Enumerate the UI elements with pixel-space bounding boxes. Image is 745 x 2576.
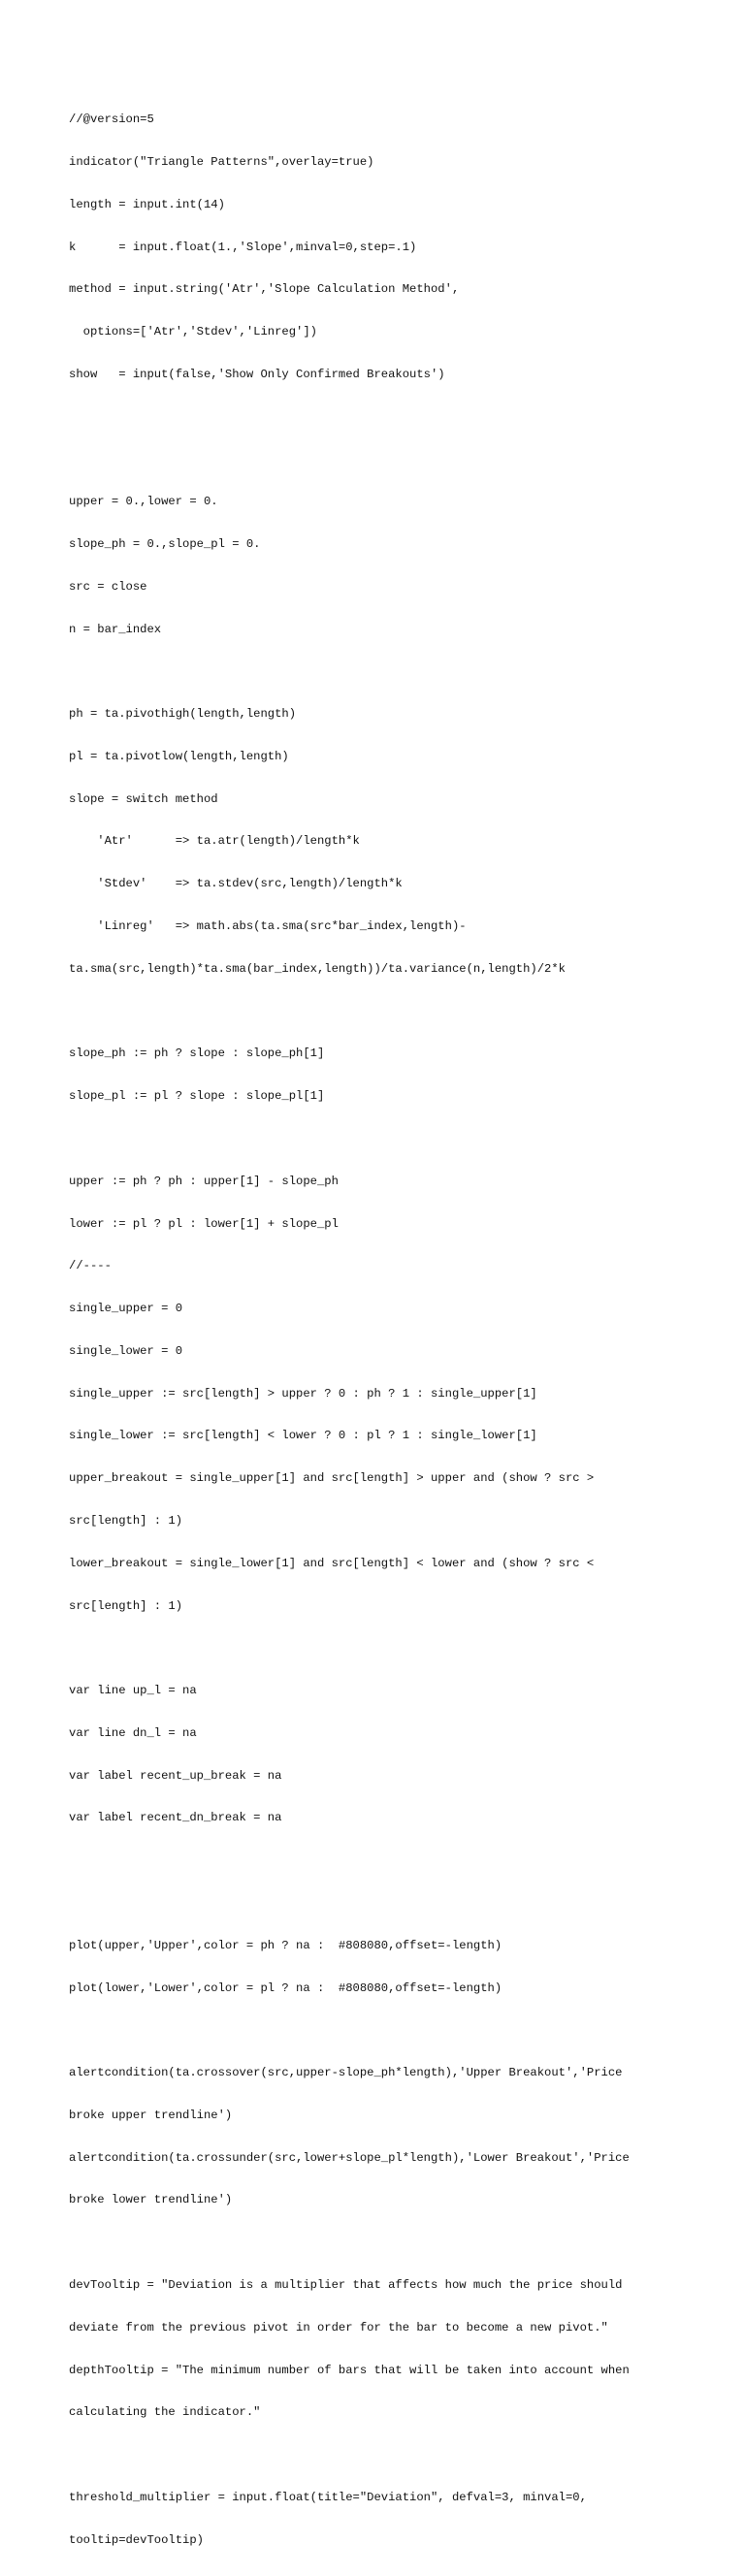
code-line: //---- xyxy=(69,1259,112,1273)
code-line xyxy=(69,1641,729,1656)
code-line: upper := ph ? ph : upper[1] - slope_ph xyxy=(69,1174,339,1188)
code-line: k = input.float(1.,'Slope',minval=0,step=.1) xyxy=(69,240,417,254)
code-line: lower := pl ? pl : lower[1] + slope_pl xyxy=(69,1216,339,1231)
code-line: options=['Atr','Stdev','Linreg']) xyxy=(69,325,317,339)
code-listing xyxy=(69,84,729,2576)
code-line xyxy=(69,1853,729,1868)
code-line: var label recent_dn_break = na xyxy=(69,1811,282,1825)
code-line: plot(upper,'Upper',color = ph ? na : #808080,offset=-length) xyxy=(69,1938,502,1952)
code-line xyxy=(69,2023,729,2038)
code-line: broke upper trendline') xyxy=(69,2108,233,2122)
code-line: upper_breakout = single_upper[1] and src[length] > upper and (show ? src > xyxy=(69,1471,595,1486)
code-line: slope = switch method xyxy=(69,791,218,806)
code-line: upper = 0.,lower = 0. xyxy=(69,495,218,509)
code-line: src[length] : 1) xyxy=(69,1598,183,1613)
code-line xyxy=(69,1132,729,1146)
code-line: plot(lower,'Lower',color = pl ? na : #808080,offset=-length) xyxy=(69,1980,502,1995)
code-line: ph = ta.pivothigh(length,length) xyxy=(69,707,297,722)
code-line: single_lower = 0 xyxy=(69,1343,183,1358)
code-line xyxy=(69,2236,729,2250)
code-line xyxy=(69,410,729,425)
code-line: single_upper = 0 xyxy=(69,1302,183,1316)
code-line xyxy=(69,2448,729,2463)
code-line: ta.sma(src,length)*ta.sma(bar_index,length))/ta.variance(n,length)/2*k xyxy=(69,961,566,976)
code-line: pl = ta.pivotlow(length,length) xyxy=(69,749,289,763)
code-line: depthTooltip = "The minimum number of bars that will be taken into account when xyxy=(69,2363,630,2377)
code-line: 'Stdev' => ta.stdev(src,length)/length*k xyxy=(69,877,403,891)
code-line: slope_ph = 0.,slope_pl = 0. xyxy=(69,537,261,551)
code-line: 'Atr' => ta.atr(length)/length*k xyxy=(69,834,360,849)
code-line xyxy=(69,1896,729,1911)
code-line: tooltip=devTooltip) xyxy=(69,2532,204,2547)
code-line: alertcondition(ta.crossunder(src,lower+slope_pl*length),'Lower Breakout','Price xyxy=(69,2150,630,2165)
code-line xyxy=(69,1005,729,1019)
code-line: 'Linreg' => math.abs(ta.sma(src*bar_index,length)- xyxy=(69,919,467,934)
code-line: indicator("Triangle Patterns",overlay=true) xyxy=(69,154,374,169)
code-line: threshold_multiplier = input.float(title="Deviation", defval=3, minval=0, xyxy=(69,2490,587,2504)
code-line xyxy=(69,452,729,467)
code-line: var line up_l = na xyxy=(69,1684,197,1698)
code-line: n = bar_index xyxy=(69,622,162,636)
code-line: lower_breakout = single_lower[1] and src[length] < lower and (show ? src < xyxy=(69,1556,595,1570)
code-line: single_lower := src[length] < lower ? 0 : pl ? 1 : single_lower[1] xyxy=(69,1429,537,1443)
code-line: src[length] : 1) xyxy=(69,1513,183,1528)
code-line: var line dn_l = na xyxy=(69,1725,197,1740)
code-line xyxy=(69,664,729,679)
code-line: method = input.string('Atr','Slope Calculation Method', xyxy=(69,282,460,297)
code-line: //@version=5 xyxy=(69,113,154,127)
code-line: length = input.int(14) xyxy=(69,197,225,211)
code-line: slope_pl := pl ? slope : slope_pl[1] xyxy=(69,1089,325,1104)
code-line: src = close xyxy=(69,579,147,594)
code-line: deviate from the previous pivot in order for the bar to become a new pivot." xyxy=(69,2320,608,2334)
code-line: devTooltip = "Deviation is a multiplier that affects how much the price should xyxy=(69,2278,623,2293)
code-line: single_upper := src[length] > upper ? 0 : ph ? 1 : single_upper[1] xyxy=(69,1386,537,1401)
code-line: calculating the indicator." xyxy=(69,2405,261,2420)
code-line: slope_ph := ph ? slope : slope_ph[1] xyxy=(69,1046,325,1061)
code-line: broke lower trendline') xyxy=(69,2193,233,2207)
code-line: var label recent_up_break = na xyxy=(69,1768,282,1783)
code-line: alertcondition(ta.crossover(src,upper-slope_ph*length),'Upper Breakout','Price xyxy=(69,2066,623,2080)
code-line: show = input(false,'Show Only Confirmed Breakouts') xyxy=(69,367,445,381)
